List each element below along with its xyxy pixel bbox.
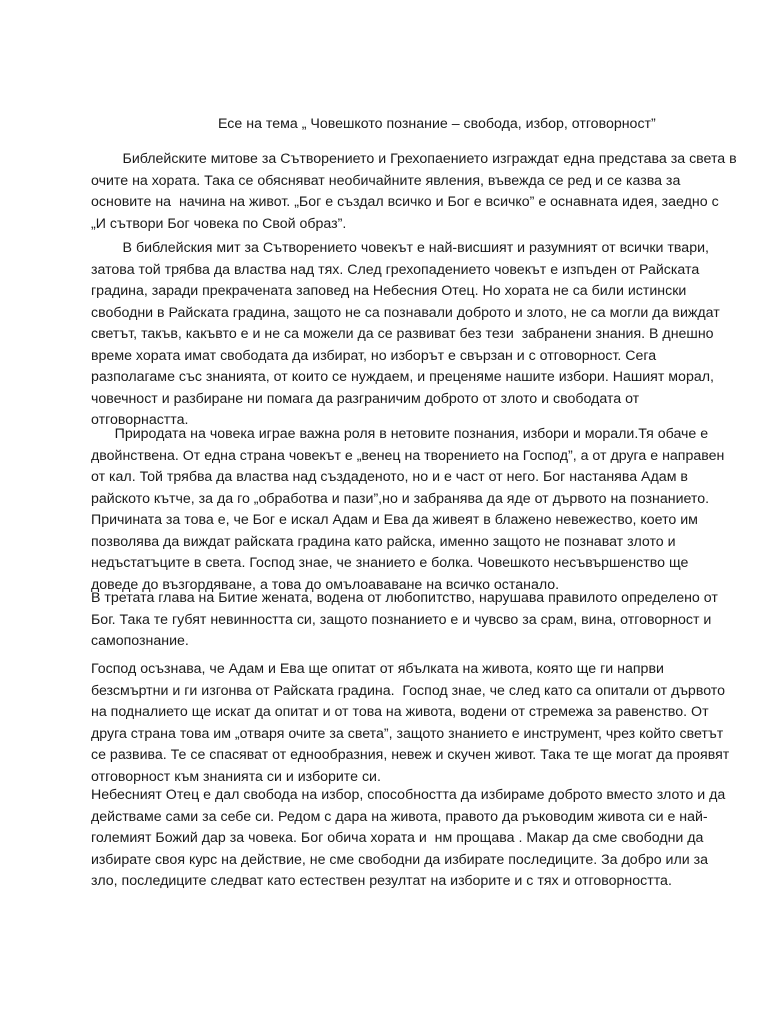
paragraph-line: на подналието ще искат да опитат и от това на живота, водени от стремежа за равенство. От [91,704,709,720]
paragraph-line: друга страна това им „отваря очите за света”, защото знанието е инструмент, чрез който светът [91,725,724,742]
paragraph-line: зло, последиците следват като естествен резултат на изборите и с тях и отговорността. [91,873,672,889]
paragraph-line: доведе до възгордяване, а това до омълоававане на всичко останало. [91,576,560,593]
paragraph-line: Бог. Така те губят невинността си, защото познанието е и чувсво за срам, вина, отговорност и [91,611,712,628]
paragraph-line: очите на хората. Така се обясняват необичайните явления, въвежда се ред и се казва за [91,172,681,189]
paragraph-line: райското кътче, за да го „обработва и пази”,но и забранява да яде от дървото на познанието. [91,490,710,507]
paragraph-line: двойнствена. От една страна човекът е „венец на творението на Господ”, а от друга е направен [91,447,725,464]
paragraph-line: човечност и разбиране ни помага да разграничим доброто от злото и свободата от [91,390,640,407]
paragraph-line: Господ осъзнава, че Адам и Ева ще опитат от ябълката на живота, която ще ги напрви [91,661,664,677]
paragraph-3 [91,424,725,596]
paragraph-6 [91,785,726,893]
paragraph-line: В третата глава на Битие жената, водена от любопитство, нарушава правилото определено от [91,590,718,606]
paragraph-line: безсмъртни и ги изгонва от Райската градина. Господ знае, че след като са опитали от дървото [91,682,726,699]
paragraph-line: Небесният Отец е дал свобода на избор, способността да избираме доброто вместо злото и да [91,787,726,803]
paragraph-line: основите на начина на живот. „Бог е създал всичко и Бог е всичко” е оснавната идея, заедно с [91,194,719,210]
paragraph-line: светът, такъв, какъвто е и не са можели да се развиват без тези забранени знания. В днешно [91,326,714,342]
paragraph-line: Причината за това е, че Бог е искал Адам и Ева да живеят в блажено невежество, което им [91,512,698,528]
paragraph-line: градина, заради прекрачената заповед на Небесния Отец. Но хората не са били истински [91,283,687,299]
paragraph-2 [91,238,720,432]
paragraph-line: затова той трябва да властва над тях. След грехопадението човекът е изпъден от Райската [91,261,700,278]
paragraph-line: „И сътвори Бог човека по Свой образ”. [91,215,347,232]
paragraph-line: големият Божий дар за човека. Бог обича хората и нм прощава . Макар да сме свободни да [91,830,704,846]
paragraph-line: свободни в Райската градина, защото не са познавали доброто и злото, не са могли да виждат [91,304,720,321]
paragraph-line: отговорност към знанията си и изборите си. [91,768,381,785]
essay-title: Есе на тема „ Човешкото познание – свобода, избор, отговорност” [218,116,656,132]
paragraph-line: действаме сами за себе си. Редом с дара на живота, правото да ръководим живота си е най- [91,808,708,825]
paragraph-1 [91,149,737,235]
paragraph-line: В библейския мит за Сътворението човекът е най-висшият и разумният от всички твари, [91,240,709,256]
paragraph-line: недъстатъците в света. Господ знае, че знанието е болка. Човешкото несъвършенство ще [91,555,689,571]
paragraph-line: позволява да виждат райската градина като райска, именно защото не познават злото и [91,533,676,550]
paragraph-5 [91,659,730,788]
paragraph-4 [91,588,718,653]
paragraph-line: се развива. Те се спасяват от еднообразния, невеж и скучен живот. Така те ще могат да проявят [91,747,730,763]
paragraph-line: Библейските митове за Сътворението и Грехопаението изграждат една представа за света в [91,151,737,167]
paragraph-line: Природата на човека играе важна роля в нетовите познания, избори и морали.Тя обаче е [91,426,709,442]
paragraph-line: отговорнастта. [91,412,189,428]
paragraph-line: разполагаме със знанията, от които се нуждаем, и преценяме нашите избори. Нашият морал, [91,369,714,385]
paragraph-line: време хората имат свободата да избират, но изборът е свързан и с отговорност. Сега [91,347,657,364]
paragraph-line: от кал. Той трябва да властва над създаденото, но и е част от него. Бог настанява Адам в [91,469,688,485]
paragraph-line: избирате своя курс на действие, не сме свободни да избирате последиците. За добро или за [91,851,709,868]
paragraph-line: самопознание. [91,633,189,649]
